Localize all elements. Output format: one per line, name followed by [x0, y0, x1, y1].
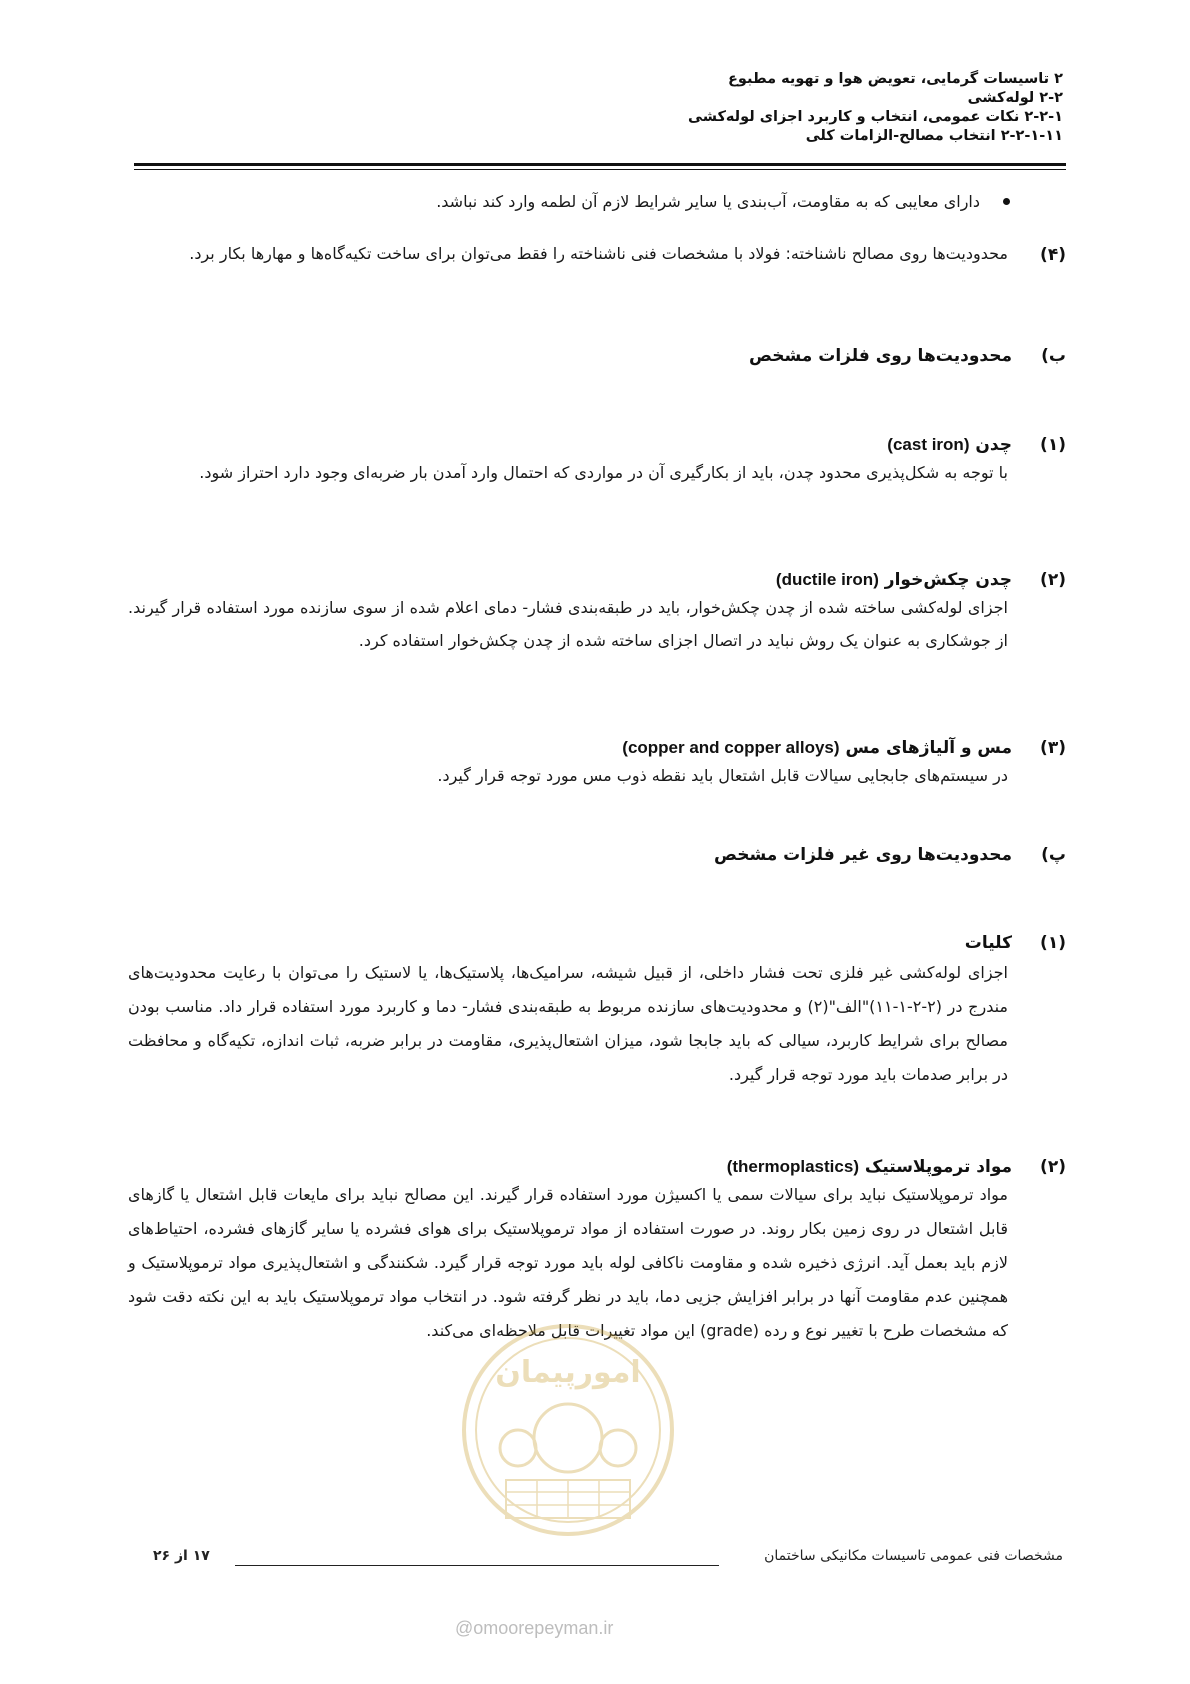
section-p-number: پ) [1041, 845, 1066, 865]
header-rule-thick [134, 163, 1066, 166]
p2-title-en: (thermoplastics) [726, 1157, 859, 1176]
p1-number: (۱) [1040, 933, 1066, 953]
item4-text: محدودیت‌ها روی مصالح ناشناخته: فولاد با مشخصات فنی ناشناخته را فقط می‌توان برای ساخت تکیه‌گاه‌ها و مهارها بکار برد. [189, 244, 1008, 263]
watermark-logo-text: امورپیمان [495, 1355, 641, 1390]
b3-title-fa: مس و آلیاژهای مس [845, 738, 1012, 758]
b3-heading [622, 736, 1066, 760]
b3-title-en: (copper and copper alloys) [622, 738, 840, 757]
p2-number: (۲) [1040, 1157, 1066, 1177]
b1-title-en: (cast iron) [887, 435, 970, 454]
header-section: ۲-۲ لوله‌کشی [967, 90, 1063, 106]
watermark-url: @omoorepeyman.ir [455, 1618, 614, 1638]
bullet-icon [1003, 198, 1010, 205]
watermark-logo [458, 1320, 678, 1540]
bullet-text: دارای معایبی که به مقاومت، آب‌بندی یا سایر شرایط لازم آن لطمه وارد کند نباشد. [436, 192, 980, 211]
running-header [343, 70, 1063, 146]
b3-text: در سیستم‌های جابجایی سیالات قابل اشتعال باید نقطه ذوب مس مورد توجه قرار گیرد. [437, 766, 1008, 785]
p1-heading [965, 931, 1066, 955]
b1-title-fa: چدن [975, 435, 1012, 455]
header-chapter: ۲ تاسیسات گرمایی، تعویض هوا و تهویه مطبوع [728, 71, 1063, 87]
header-clause: ۲-۲-۱-۱۱ انتخاب مصالح-الزامات کلی [805, 128, 1063, 144]
footer-title: مشخصات فنی عمومی تاسیسات مکانیکی ساختمان [764, 1548, 1063, 1564]
b3-number: (۳) [1040, 738, 1066, 758]
b2-number: (۲) [1040, 570, 1066, 590]
p1-text: اجزای لوله‌کشی غیر فلزی تحت فشار داخلی، از قبیل شیشه، سرامیک‌ها، پلاستیک‌ها، یا لاستیک را می‌توان با رعایت محدودیت‌های مندرج در (۲-۲-۱-۱۱)"الف"(۲) و محدودیت‌های سازنده مربوط به طبقه‌بندی فشار- دما و کاربرد مورد استفاده قرار داد. مناسب بودن مصالح برای شرایط کاربرد، سیالی که باید جابجا شود، میزان اشتعال‌پذیری، مقاومت در برابر ضربه، ثبات اندازه، تکیه‌گاه و محافظت در برابر صدمات باید مورد توجه قرار گیرد. [128, 963, 1008, 1084]
b1-text: با توجه به شکل‌پذیری محدود چدن، باید از بکارگیری آن در مواردی که احتمال وارد آمدن بار ضربه‌ای وجود دارد احتراز شود. [199, 463, 1008, 482]
b2-heading [776, 568, 1066, 592]
footer-rule [235, 1565, 719, 1566]
b2-text: اجزای لوله‌کشی ساخته شده از چدن چکش‌خوار، باید در طبقه‌بندی فشار- دمای اعلام شده از سوی سازنده مورد استفاده قرار گیرند. از جوشکاری به عنوان یک روش نباید در اتصال اجزای ساخته شده از چدن چکش‌خوار استفاده کرد. [128, 598, 1008, 650]
p2-heading [727, 1155, 1066, 1179]
header-subsection: ۲-۲-۱ نکات عمومی، انتخاب و کاربرد اجزای لوله‌کشی [688, 109, 1063, 125]
b1-number: (۱) [1040, 435, 1066, 455]
p2-text: مواد ترموپلاستیک نباید برای سیالات سمی یا اکسیژن مورد استفاده قرار گیرند. این مصالح نباید برای مایعات قابل اشتعال یا گازهای قابل اشتعال در روی زمین بکار روند. در صورت استفاده از مواد ترموپلاستیک برای هوای فشرده یا سایر گازهای فشرده، احتیاط‌های لازم باید بعمل آید. انرژی ذخیره شده و مقاومت ناکافی لوله باید مورد توجه قرار گیرد. شکنندگی و اشتعال‌پذیری مواد ترموپلاستیک و همچنین عدم مقاومت آنها در برابر افزایش جزیی دما، باید در نظر گرفته شود. در انتخاب مواد ترموپلاستیک باید به این نکته دقت شود که مشخصات طرح با تغییر نوع و رده (grade) این مواد تغییرات قابل ملاحظه‌ای می‌کند. [128, 1185, 1008, 1340]
footer-page-number: ۱۷ از ۲۶ [153, 1548, 210, 1564]
section-b-title: محدودیت‌ها روی فلزات مشخص [749, 346, 1012, 366]
p1-title: کلیات [964, 933, 1012, 953]
section-b-heading [749, 344, 1066, 368]
section-p-title: محدودیت‌ها روی غیر فلزات مشخص [714, 845, 1012, 865]
section-b-number: ب) [1041, 346, 1066, 366]
b2-title-en: (ductile iron) [775, 570, 879, 589]
section-p-heading [714, 843, 1066, 867]
b2-title-fa: چدن چکش‌خوار [884, 570, 1012, 590]
b1-heading [887, 433, 1066, 457]
p2-title-fa: مواد ترموپلاستیک [864, 1157, 1012, 1177]
header-rule-thin [134, 169, 1066, 170]
item4-number: (۴) [1040, 245, 1066, 265]
